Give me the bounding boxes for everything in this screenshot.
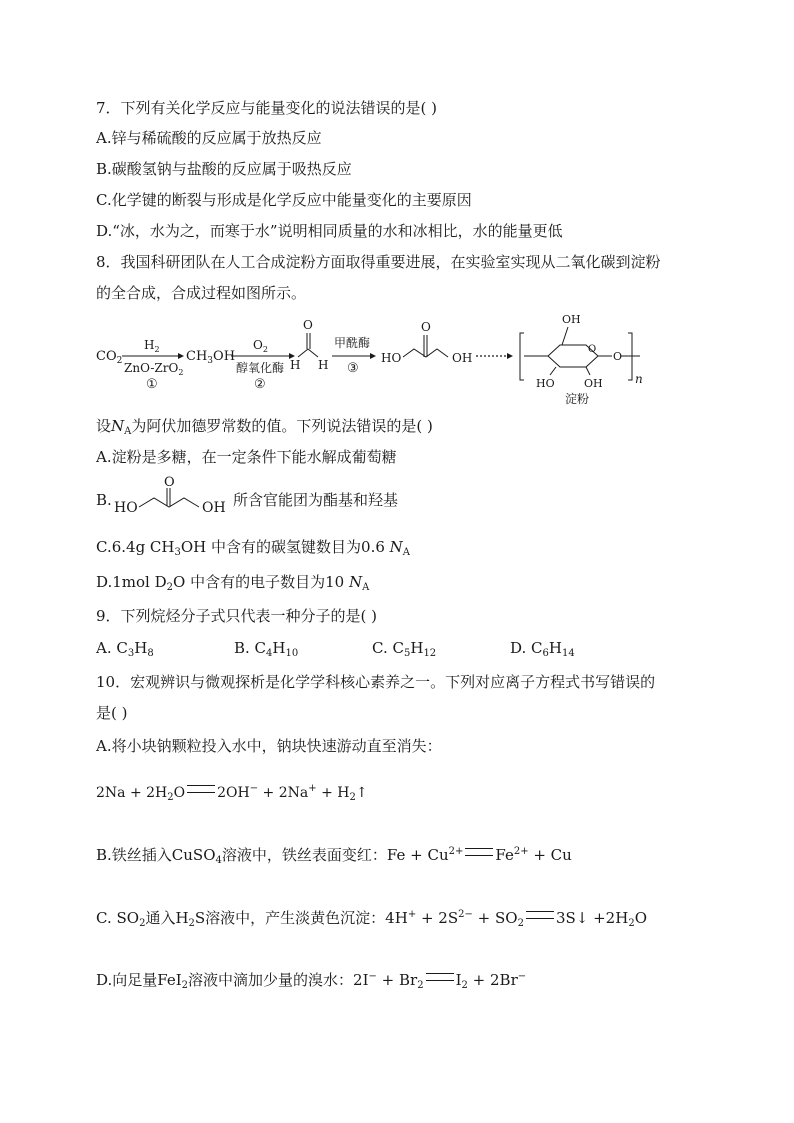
starch-ho: HO — [536, 377, 555, 390]
starch-ring-o: O — [588, 344, 597, 355]
b-o: O — [164, 475, 175, 490]
d-p2: 溶液中滴加少量的溴水：2I — [188, 971, 369, 989]
svg-text:CO2 — [96, 349, 122, 366]
a-eq-s1: 2 — [167, 792, 174, 803]
reagent-o2: O — [253, 338, 263, 352]
c-sp2: 2− — [458, 909, 473, 920]
q8-c-avogadro-sub: A — [402, 547, 411, 558]
starch-oh-bottom: OH — [584, 377, 603, 390]
avogadro-symbol: N — [111, 417, 125, 435]
enzyme-formolase: 甲酰酶 — [334, 336, 371, 350]
q7-option-c: C.化学键的断裂与形成是化学反应中能量变化的主要原因 — [96, 191, 472, 209]
q10-option-c — [96, 905, 647, 934]
q10-a-equation — [96, 779, 368, 808]
q10-option-a: A.将小块钠颗粒投入水中，钠块快速游动直至消失： — [96, 737, 442, 755]
c-s2: 2 — [188, 918, 195, 929]
svg-text:O2 — [253, 338, 268, 354]
catalyst-znozro2: ZnO-ZrO — [124, 361, 179, 375]
equals-sign — [426, 973, 454, 981]
q9-c-mid: H — [410, 639, 424, 657]
a-eq-p4: + 2Na — [258, 785, 309, 801]
arrow-head-3 — [370, 353, 376, 359]
q8-c-mid: OH 中含有的碳氢键数目为0.6 — [180, 538, 385, 556]
q8-stem-line1: 8．我国科研团队在人工合成淀粉方面取得重要进展，在实验室实现从二氧化碳到淀粉 — [96, 253, 661, 271]
q9-a-pre: A. C — [96, 639, 128, 657]
q8-intro-pre: 设 — [96, 417, 112, 435]
a-eq-sp1: − — [249, 783, 259, 794]
formaldehyde-o: O — [303, 318, 313, 332]
dha-ketone-o: O — [421, 320, 431, 334]
q8-c-pre: C.6.4g CH — [96, 538, 175, 556]
a-eq-p6: ↑ — [355, 785, 368, 801]
starch-oh-bond — [586, 367, 590, 375]
co2-subscript: 2 — [116, 356, 123, 366]
q10-stem-line2: 是( ) — [96, 704, 128, 722]
dha-oh: OH — [452, 351, 473, 365]
c-s1: 2 — [139, 918, 146, 929]
synthesis-scheme — [0, 305, 794, 405]
step-1-label: ① — [146, 377, 158, 392]
q9-b-s2: 10 — [285, 648, 299, 659]
q9-option-c — [372, 638, 436, 664]
q7-stem: 7．下列有关化学反应与能量变化的说法错误的是( ) — [96, 99, 438, 117]
b-chain — [139, 498, 199, 507]
d-sp2: − — [517, 971, 527, 982]
q9-option-b — [234, 638, 298, 664]
ch3oh-tail: OH — [213, 349, 236, 364]
reagent-h2-sub: 2 — [154, 345, 160, 354]
c-p4: + 2S — [416, 909, 459, 927]
starch-ho-bond — [550, 367, 556, 375]
catalyst-sub: 2 — [178, 368, 184, 377]
q9-b-mid: H — [272, 639, 286, 657]
starch-ch2oh-bond — [562, 327, 568, 345]
starch-bracket-left — [520, 333, 524, 380]
q8-option-b-label: B. — [96, 491, 112, 509]
q10-stem-line1: 10．宏观辨识与微观探析是化学学科核心素养之一。下列对应离子方程式书写错误的 — [96, 673, 656, 691]
q8-c-sub: 3 — [174, 547, 181, 558]
c-p7: O — [634, 909, 647, 927]
q8-d-pre: D.1mol D — [96, 573, 167, 591]
c-sp1: + — [407, 909, 417, 920]
equals-sign — [187, 785, 215, 793]
c-s4: 2 — [628, 918, 635, 929]
c-p1: C. SO — [96, 909, 140, 927]
d-p4: I — [455, 971, 462, 989]
starch-link-o: O — [613, 350, 623, 363]
q9-option-a — [96, 638, 154, 664]
svg-text:H2 — [144, 338, 160, 354]
c-p3: S溶液中，产生淡黄色沉淀：4H — [194, 909, 408, 927]
d-s2: 2 — [417, 980, 424, 991]
formaldehyde-bond-left — [298, 349, 308, 357]
b-s1: 4 — [215, 855, 222, 866]
reagent-o2-sub: 2 — [262, 345, 268, 354]
q8-d-sub: 2 — [166, 582, 174, 593]
a-eq-p5: + H — [316, 785, 350, 801]
b-sp1: 2+ — [448, 846, 464, 857]
q9-b-s1: 4 — [266, 648, 273, 659]
c-p5: + SO — [472, 909, 518, 927]
q8-option-b — [96, 490, 112, 510]
c-p2: 通入H — [145, 909, 189, 927]
q7-option-a: A.锌与稀硫酸的反应属于放热反应 — [96, 129, 322, 147]
svg-text:CH3OH — [186, 349, 235, 366]
b-sp2: 2+ — [513, 846, 529, 857]
dha-ho: HO — [381, 351, 402, 365]
q9-a-mid: H — [134, 639, 148, 657]
q8-c-avogadro: N — [389, 538, 403, 556]
b-ho: HO — [114, 500, 138, 516]
a-eq-s2: 2 — [349, 792, 356, 803]
q9-c-s1: 5 — [403, 648, 411, 659]
co2-formula: CO — [96, 349, 117, 364]
d-p1: D.向足量FeI — [96, 971, 182, 989]
q8-stem-line2: 的全合成，合成过程如图所示。 — [96, 284, 307, 302]
q8-option-b-text: 所含官能团为酯基和羟基 — [233, 491, 399, 509]
q8-intro — [96, 416, 433, 442]
q9-stem: 9．下列烷烃分子式只代表一种分子的是( ) — [96, 607, 378, 625]
q7-option-b: B.碳酸氢钠与盐酸的反应属于吸热反应 — [96, 160, 352, 178]
dotted-arrow-head — [507, 353, 513, 359]
formaldehyde-bond-right — [308, 349, 318, 357]
q8-d-avogadro: N — [348, 573, 363, 591]
q10-option-b — [96, 842, 572, 871]
equals-sign — [465, 848, 493, 856]
reagent-h2: H — [144, 338, 155, 352]
q8-intro-post: 为阿伏加德罗常数的值。下列说法错误的是( ) — [131, 417, 433, 435]
c-s3: 2 — [517, 918, 524, 929]
starch-label: 淀粉 — [565, 392, 590, 405]
a-eq-p2: O — [173, 785, 186, 801]
a-eq-p1: 2Na + 2H — [96, 785, 168, 801]
q10-option-d — [96, 967, 526, 996]
b-p3: Fe — [495, 846, 514, 864]
q8-option-c — [96, 537, 410, 563]
q9-a-s1: 3 — [127, 648, 135, 659]
dha-chain — [403, 349, 448, 357]
q9-d-s2: 14 — [561, 648, 575, 659]
q9-b-pre: B. C — [234, 639, 267, 657]
dha-structure-b — [112, 474, 234, 518]
starch-n: n — [635, 372, 643, 386]
b-p1: B.铁丝插入CuSO — [96, 846, 216, 864]
c-p6: 3S↓ +2H — [555, 909, 629, 927]
d-sp1: − — [368, 971, 377, 982]
b-p4: + Cu — [528, 846, 572, 864]
b-oh: OH — [202, 500, 226, 516]
q9-c-s2: 12 — [423, 648, 437, 659]
formaldehyde-h-right: H — [318, 358, 329, 372]
q9-d-s1: 6 — [542, 648, 549, 659]
q9-option-d — [510, 638, 575, 664]
d-p5: + 2Br — [467, 971, 518, 989]
starch-oh-top: OH — [562, 313, 581, 326]
formaldehyde-h-left: H — [290, 358, 301, 372]
avogadro-subscript: A — [124, 426, 132, 437]
d-s1: 2 — [181, 980, 189, 991]
ch3oh-formula: CH — [186, 349, 208, 364]
q9-d-pre: D. C — [510, 639, 543, 657]
svg-text:ZnO-ZrO2 — [124, 361, 183, 377]
d-s3: 2 — [461, 980, 468, 991]
q8-option-a: A.淀粉是多糖，在一定条件下能水解成葡萄糖 — [96, 448, 397, 466]
q9-c-pre: C. C — [372, 639, 404, 657]
step-2-label: ② — [254, 377, 266, 392]
b-p2: 溶液中，铁丝表面变红：Fe + Cu — [221, 846, 449, 864]
q9-d-mid: H — [548, 639, 562, 657]
q8-d-mid: O 中含有的电子数目为10 — [173, 573, 345, 591]
a-eq-p3: 2OH — [217, 785, 250, 801]
equals-sign — [526, 911, 554, 919]
step-3-label: ③ — [347, 361, 359, 376]
q8-option-d — [96, 572, 369, 598]
arrow-head-1 — [178, 353, 184, 359]
q9-a-s2: 8 — [147, 648, 154, 659]
ch3oh-subscript: 3 — [207, 356, 214, 366]
d-p3: + Br — [376, 971, 418, 989]
q7-option-d: D.“冰，水为之，而寒于水”说明相同质量的水和冰相比，水的能量更低 — [96, 222, 563, 240]
enzyme-alcohol-oxidase: 醇氧化酶 — [236, 361, 285, 375]
a-eq-sp2: + — [308, 783, 317, 794]
q8-d-avogadro-sub: A — [362, 582, 370, 593]
